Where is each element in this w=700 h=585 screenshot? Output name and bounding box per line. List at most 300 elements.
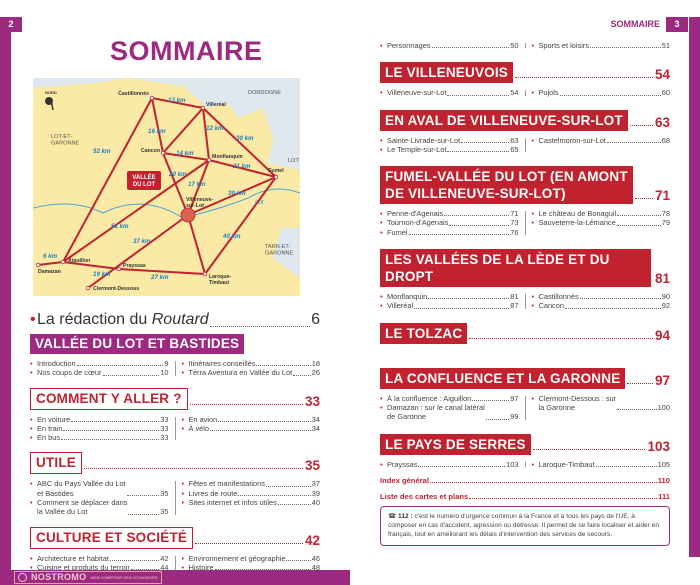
section-page: 35 [304,458,320,474]
entry-label: • En voiture [30,415,70,424]
entry-label: • Nos coups de cœur [30,368,102,377]
entry-page: 97 [510,393,519,403]
entry-page: 34 [311,414,320,424]
toc-entry[interactable] [30,498,169,517]
distance-label: 19 km [93,271,111,278]
entry-label: Liste des cartes et plans [380,491,469,501]
toc-entry[interactable] [532,209,671,218]
entry-page: 33 [160,414,169,424]
section-heading[interactable] [30,527,320,549]
entry-page: 111 [658,491,670,501]
entry-page: 33 [160,433,169,443]
region-badge-line1: VALLÉE [132,175,156,181]
entry-label: • Comment se déplacer dans la Vallée du Lot [30,498,127,517]
entry-label: • En train [30,424,62,433]
toc-entry[interactable] [380,292,519,301]
toc-index[interactable] [380,476,670,485]
toc-entry[interactable] [380,228,519,237]
entry-label: • Laroque-Timbaut [532,460,595,469]
entry-column-right [532,136,671,155]
toc-entry[interactable] [182,489,321,498]
entry-page: 103 [506,459,519,469]
entry-page: 78 [661,209,670,219]
town-marker [117,267,121,271]
dot-leader [195,543,303,544]
entry-label: • Introduction [30,359,76,368]
section-heading[interactable] [30,452,320,474]
entry-column-right [532,292,671,311]
toc-section [30,334,320,378]
entry-list [380,394,670,422]
entry-label: • Le Temple-sur-Lot [380,145,446,154]
dot-leader [128,514,159,515]
dot-leader [447,151,509,152]
dot-leader [635,198,653,199]
entry-list [30,479,320,516]
section-title[interactable]: FUMEL-VALLÉE DU LOT (EN AMONT DE VILLENEUVE-SUR-LOT) [380,166,633,204]
distance-label: 17 km [188,181,206,188]
section-heading[interactable] [380,249,670,287]
toc-entry[interactable] [380,394,519,403]
region-label: LOT-ET- [51,134,73,140]
section-title[interactable]: LE VILLENEUVOIS [380,62,513,83]
entry-page: 46 [311,553,320,563]
town-marker [161,151,165,155]
entry-column-right [182,554,321,573]
toc-section [30,388,320,443]
dot-leader [210,430,311,431]
entry-column-left [30,359,169,378]
dot-leader [414,308,509,309]
dot-leader [565,308,661,309]
dot-leader [461,142,509,143]
toc-entry[interactable] [30,415,169,424]
entry-page: 42 [160,553,169,563]
column-divider [525,294,526,309]
region-badge [127,171,161,190]
dot-leader [238,495,310,496]
toc-section [380,249,670,311]
town-marker [36,263,40,267]
entry-label: • Environnement et géographie [182,554,286,563]
entry-label: Index général [380,475,429,485]
dot-leader [447,95,509,96]
section-title[interactable]: UTILE [30,452,82,474]
dot-leader [110,560,159,561]
entry-list [380,292,670,311]
town-label: Laroque- [209,274,232,280]
dot-leader [409,234,510,235]
column-divider [525,396,526,420]
toc-entry[interactable] [380,403,519,422]
toc-entry[interactable] [532,88,671,97]
town-marker [203,272,207,276]
dot-leader [533,449,646,450]
dot-leader [432,47,510,48]
spacer [380,349,670,356]
distance-label: 37 km [133,238,151,245]
dot-leader [63,430,159,431]
entry-column-left [380,88,519,97]
section-page: 71 [654,188,670,204]
section-title[interactable]: CULTURE ET SOCIÉTÉ [30,527,193,549]
entry-page: 100 [657,402,670,412]
page-number-left: 2 [0,17,22,32]
town-label: Prayssas [123,263,146,269]
nostromo-logo [14,571,162,584]
left-toc-column [30,311,320,572]
toc-entry[interactable] [30,359,169,368]
toc-entry[interactable] [380,145,519,154]
toc-entry[interactable] [30,433,169,442]
entry-page: 48 [311,562,320,572]
toc-entry[interactable] [380,88,519,97]
entry-column-left [380,41,519,50]
section-heading[interactable] [380,110,670,131]
dot-leader [580,298,661,299]
town-label: Villeneuve- [186,197,214,203]
entry-label: • Damazan : sur le canal latéral de Garonne [380,403,485,422]
town-marker [150,96,154,100]
toc-entry[interactable] [380,218,519,227]
section-title[interactable]: LA CONFLUENCE ET LA GARONNE [380,368,625,389]
toc-section [380,62,670,97]
entry-page: 81 [510,292,519,302]
dot-leader [627,383,653,384]
entry-column-right [532,460,671,469]
column-divider [175,556,176,571]
dot-leader [590,47,661,48]
toc-entry[interactable] [30,479,169,498]
dot-leader [607,142,661,143]
toc-entry[interactable] [182,368,321,377]
distance-label: 16 km [148,128,166,135]
toc-entry-intro[interactable] [30,311,320,329]
toc-entry[interactable] [532,301,671,310]
entry-label-emphasis: Routard [151,311,209,328]
section-title[interactable]: LE TOLZAC [380,323,467,344]
entry-page: 51 [661,41,670,50]
section-title[interactable]: LES VALLÉES DE LA LÈDE ET DU DROPT [380,249,651,287]
entry-label: • Sports et loisirs [532,41,590,50]
distance-label: 12 km [206,125,224,132]
section-heading[interactable] [380,166,670,204]
entry-column-left [30,415,169,443]
toc-section [30,527,320,573]
section-page: 54 [654,67,670,83]
entry-page: 90 [661,292,670,302]
section-page: 81 [654,271,670,287]
entry-label: • Livres de route [182,489,238,498]
toc-entry[interactable] [182,415,321,424]
entry-page: 26 [311,368,320,378]
town-label: Fumel [268,168,284,174]
distance-label: 40 km [223,233,241,240]
town-label: Damazan [38,269,61,275]
town-label: Cancon [140,148,160,154]
route-map [33,78,300,296]
toc-section [380,434,670,469]
entry-label: • Tèrra Aventura en Vallée du Lot [182,368,293,377]
column-divider [525,211,526,235]
toc-section [380,368,670,422]
section-title[interactable]: LE PAYS DE SERRES [380,434,531,455]
entry-page: 87 [510,301,519,311]
page-title: SOMMAIRE [110,36,263,66]
toc-entry[interactable] [532,460,671,469]
page-number-right: 3 [666,17,688,32]
section-heading[interactable] [380,434,670,455]
entry-label [30,311,209,329]
entry-label: • Clermont-Dessous : sur la Garonne [532,394,617,413]
entry-label: • À la confluence : Aiguillon [380,394,471,403]
entry-label: • Sauveterre-la-Lémance [532,218,616,227]
column-divider [175,417,176,441]
entry-list [30,415,320,443]
town-marker [181,208,195,222]
toc-entry[interactable] [182,563,321,572]
entry-label: • Fumel [380,228,408,237]
toc-entry[interactable] [182,359,321,368]
dot-leader [428,298,509,299]
dot-leader [449,225,509,226]
toc-entry[interactable] [380,460,519,469]
entry-column-right [532,41,671,50]
distance-label: 51 km [111,223,129,230]
section-title[interactable]: VALLÉE DU LOT ET BASTIDES [30,334,244,354]
section-heading[interactable] [380,62,670,83]
entry-column-left [380,394,519,422]
entry-page: 18 [311,359,320,368]
town-label: Clermont-Dessous [93,286,140,292]
entry-page: 35 [160,507,169,517]
entry-label: • Architecture et habitat [30,554,109,563]
entry-label-text: La rédaction du [37,311,152,328]
distance-label: 13 km [168,97,186,104]
toc-section [380,166,670,237]
river-label: Lot [255,200,264,206]
region-label: GARONNE [265,250,294,257]
region-label: TARN-ET- [265,244,291,250]
dot-leader [210,326,310,327]
dot-leader [286,560,310,561]
dot-leader [444,215,509,216]
town-label: Villeréal [206,102,226,108]
dot-leader [61,439,159,440]
toc-entry[interactable] [182,554,321,563]
entry-label: • Castillonnès [532,292,579,301]
region-badge-line2: DU LOT [132,182,156,188]
entry-label: • Monflanquin [380,292,427,301]
toc-entry[interactable] [30,368,169,377]
dot-leader [515,77,653,78]
logo-name: NOSTROMO [31,572,87,582]
entry-label: • Sainte-Livrade-sur-Lot [380,136,460,145]
entry-label: • Le château de Bonaguil [532,209,617,218]
toc-maps-list[interactable] [380,492,670,501]
entry-page: 33 [160,423,169,433]
entry-list [380,136,670,155]
section-heading[interactable] [380,368,670,389]
dot-leader [469,338,653,339]
entry-list [380,88,670,97]
entry-page: 35 [160,488,169,498]
entry-label: • Cuisine et produits du terroir [30,563,130,572]
entry-page: 39 [311,488,320,498]
dot-leader [560,95,661,96]
entry-label: • Itinéraires conseillés [182,359,256,368]
toc-entry[interactable] [532,41,671,50]
entry-page: 79 [661,218,670,228]
entry-list [380,209,670,237]
section-title[interactable]: EN AVAL DE VILLENEUVE-SUR-LOT [380,110,628,131]
distance-label: 30 km [236,135,254,142]
entry-page: 110 [657,475,670,485]
section-heading[interactable] [30,334,320,354]
section-page: 63 [654,114,670,130]
dot-leader [278,504,311,505]
toc-entry[interactable] [30,424,169,433]
entry-column-left [30,479,169,516]
toc-entry[interactable] [532,136,671,145]
entry-list [30,359,320,378]
entry-page: 99 [510,412,519,422]
distance-label: 30 km [228,190,246,197]
entry-column-left [380,460,519,469]
section-heading[interactable] [380,323,670,344]
note-bold: 112 : [398,513,413,520]
section-title[interactable]: COMMENT Y ALLER ? [30,388,188,410]
emergency-note [380,506,670,546]
logo-tagline: WEB COMPTOIR DES VOYAGEURS [90,575,158,580]
entry-label: • En bus [30,433,60,442]
dot-leader [266,486,311,487]
entry-column-left [30,554,169,573]
toc-entry[interactable] [532,218,671,227]
toc-entry[interactable] [182,498,321,507]
entry-label: • Cancon [532,301,564,310]
dot-leader [77,365,164,366]
section-heading[interactable] [30,388,320,410]
entry-column-right [182,415,321,443]
dot-leader [630,125,653,126]
distance-label: 6 km [43,253,58,260]
running-head: SOMMAIRE [610,19,660,29]
dot-leader [472,400,509,401]
entry-page: 76 [510,227,519,237]
dot-leader [127,495,160,496]
entry-column-right [182,479,321,516]
entry-page: 6 [311,311,320,328]
entry-label: • ABC du Pays Vallée du Lot et Bastides [30,479,126,498]
town-marker [207,158,211,162]
note-text: c'est le numéro d'urgence commun à la France et à tous les pays de l'UE, à composer en cas d'accident, agression ou détresse. Il permet de se faire localiser et aider en français, tout en améliorant les délais d'intervention des services de secours. [388,513,660,538]
entry-label: • Penne-d'Agenais [380,209,443,218]
entry-page: 9 [164,359,169,368]
entry-page: 60 [661,88,670,98]
distance-label: 14 km [176,150,194,157]
town-label: Timbaut [209,280,230,286]
toc-section [380,323,670,356]
toc-entry[interactable] [380,209,519,218]
dot-leader [71,421,159,422]
toc-entry[interactable] [182,479,321,488]
entry-list [380,41,670,50]
entry-column-left [380,292,519,311]
toc-entry[interactable] [380,301,519,310]
column-divider [525,138,526,153]
right-page-edge-bar [689,17,700,557]
entry-label: • Tournon-d'Agenais [380,218,448,227]
dot-leader [617,225,661,226]
dot-leader [103,375,160,376]
entry-page: 73 [510,218,519,228]
entry-page: 50 [510,41,519,50]
entry-page: 37 [311,479,320,489]
entry-page: 40 [311,498,320,508]
town-marker [274,175,278,179]
distance-label: 20 km [169,171,187,178]
entry-label: • Villeneuve-sur-Lot [380,88,446,97]
entry-label: • Prayssas [380,460,417,469]
dot-leader [190,404,303,405]
entry-label: • Pujols [532,88,559,97]
town-label: sur-Lot [186,203,204,209]
region-label: DORDOGNE [248,90,281,96]
column-divider [175,361,176,376]
dot-leader [486,419,509,420]
town-marker [86,286,90,290]
entry-column-right [532,88,671,97]
section-page: 94 [654,327,670,343]
town-label: Castillonnès [118,91,149,97]
region-label: LOT [288,158,299,164]
town-label: Aiguillon [68,258,91,264]
dot-leader [617,409,657,410]
entry-label: • En avion [182,415,218,424]
phone-icon: ☎ [388,513,399,520]
north-label: NORD [45,90,57,95]
entry-page: 68 [661,135,670,145]
entry-list [30,554,320,573]
distance-label: 21 km [233,163,251,170]
dot-leader [218,421,311,422]
entry-label: • Villeréal [380,301,413,310]
town-marker [201,106,205,110]
town-marker [61,260,65,264]
dot-leader [84,468,303,469]
toc-entry[interactable] [182,424,321,433]
globe-icon [18,573,27,582]
toc-entry[interactable] [380,136,519,145]
toc-entry[interactable] [30,554,169,563]
section-page: 42 [304,532,320,548]
section-page: 103 [647,438,670,454]
entry-page: 65 [510,144,519,154]
entry-column-right [532,394,671,422]
section-page: 97 [654,372,670,388]
entry-column-right [532,209,671,237]
town-label: Monflanquin [212,154,243,160]
toc-section [30,452,320,516]
dot-leader [617,215,661,216]
toc-entry[interactable] [380,41,519,50]
toc-entry[interactable] [532,292,671,301]
entry-page: 92 [661,301,670,311]
distance-label: 52 km [93,148,111,155]
column-divider [175,481,176,514]
toc-entry[interactable] [532,394,671,413]
